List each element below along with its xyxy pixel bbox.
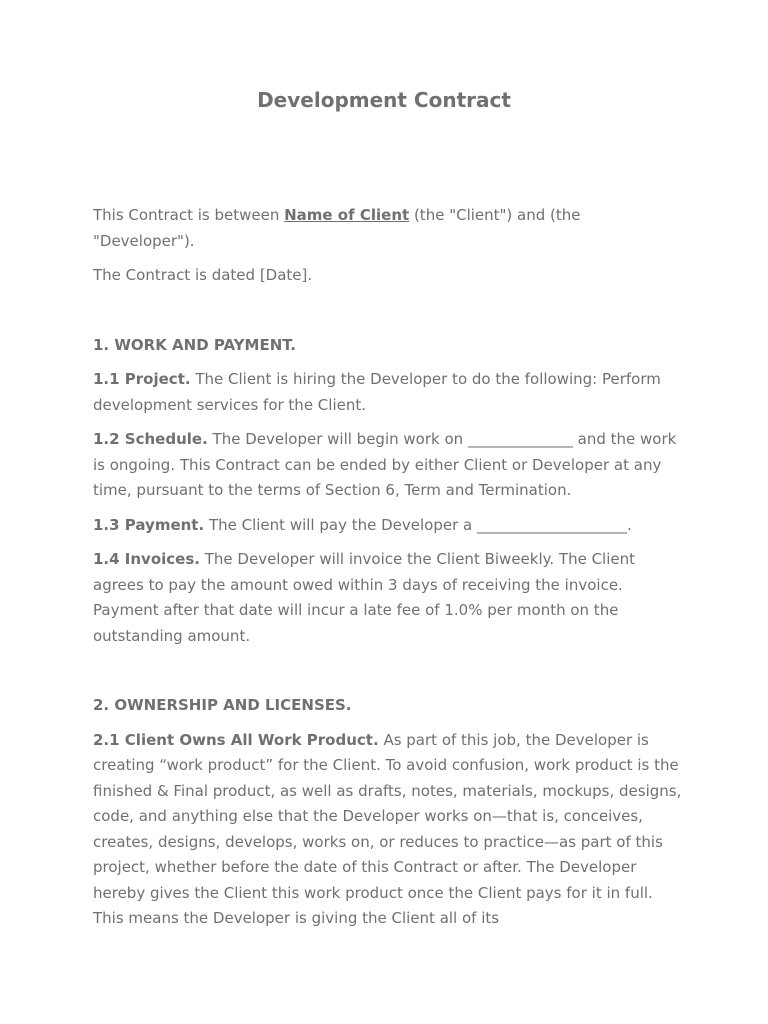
intro-suffix: (the "Client") and (the "Developer"). (93, 206, 581, 250)
clause-label: 1.2 Schedule. (93, 430, 208, 448)
clause-payment (93, 513, 683, 539)
dated-paragraph: The Contract is dated [Date]. (93, 266, 313, 284)
section-heading-work-payment: 1. WORK AND PAYMENT. (93, 335, 296, 354)
intro-prefix: This Contract is between (93, 206, 285, 224)
document-title: Development Contract (257, 88, 511, 112)
clause-invoices (93, 547, 683, 649)
clause-text: The Client is hiring the Developer to do the following: Perform development services for the Client. (93, 370, 661, 414)
clause-label: 1.1 Project. (93, 370, 191, 388)
section-heading-ownership: 2. OWNERSHIP AND LICENSES. (93, 696, 352, 714)
clause-project (93, 367, 683, 418)
clause-label: 1.4 Invoices. (93, 550, 200, 568)
clause-label: 2.1 Client Owns All Work Product. (93, 730, 379, 749)
clause-text: The Client will pay the Developer a ____________________. (204, 515, 632, 534)
clause-text: The Developer will begin work on ______________ and the work is ongoing. This Contract can be ended by either Client or Developer at any time, pursuant to the terms of Section 6, Term and Termination. (93, 430, 677, 499)
clause-client-owns (93, 728, 683, 932)
clause-label: 1.3 Payment. (93, 515, 205, 534)
client-name: Name of Client (284, 206, 410, 224)
clause-text: As part of this job, the Developer is creating “work product” for the Client. To avoid confusion, work product is the finished & Final product, as well as drafts, notes, materials, mockups, designs, code, and anything else that the Developer works on—that is, conceives, creates, designs, develops, works on, or reduces to practice—as part of this project, whether before the date of this Contract or after. The Developer hereby gives the Client this work product once the Client pays for it in full. This means the Developer is giving the Client all of its (93, 730, 682, 927)
intro-paragraph (93, 203, 683, 254)
clause-text: The Developer will invoice the Client Biweekly. The Client agrees to pay the amount owed within 3 days of receiving the invoice. Payment after that date will incur a late fee of 1.0% per month on the outstanding amount. (93, 550, 635, 645)
document-body (93, 203, 683, 941)
clause-schedule (93, 427, 683, 504)
